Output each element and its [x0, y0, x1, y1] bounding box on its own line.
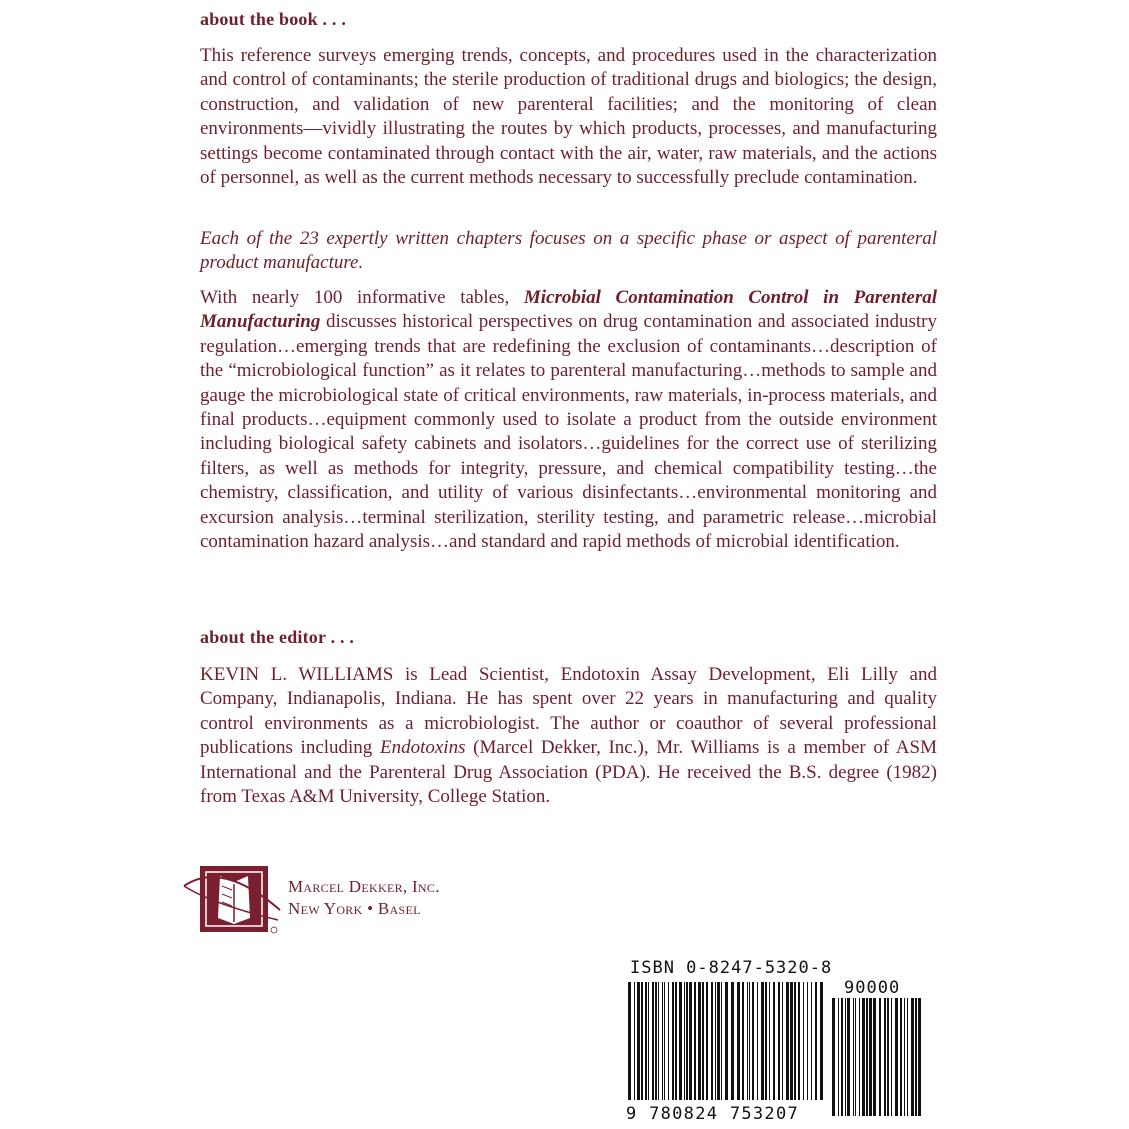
barcode-bar [891, 998, 892, 1116]
about-book-paragraph-3 [200, 286, 937, 554]
editor-text-a: KEVIN L. WILLIAMS is Lead Scientist, Endotoxin Assay Development, Eli Lilly and Company, Indianapolis, Indiana. He has spent over 22 years in manufacturing and quality control environments as a microbiologist. The author or coauthor of several professional publications including [200, 664, 937, 759]
barcode-bar [866, 998, 868, 1116]
about-book-heading: about the book . . . [200, 9, 347, 29]
barcode-bar [648, 982, 649, 1100]
barcode-bar [873, 998, 876, 1116]
paragraph-3-intro: With nearly 100 informative tables, [200, 287, 524, 308]
barcode-bar [794, 982, 796, 1100]
barcode-bar [887, 998, 889, 1116]
about-editor-paragraph [200, 663, 937, 809]
barcode-bar [907, 998, 908, 1116]
barcode-bar [747, 982, 748, 1100]
barcode-bar [778, 982, 780, 1100]
barcode-bar [782, 982, 783, 1100]
barcode-bar [847, 998, 850, 1116]
publisher-name: Marcel Dekker, Inc. [288, 877, 440, 896]
barcode-bar [637, 982, 640, 1100]
barcode-bar [807, 982, 808, 1100]
barcode-bar [679, 982, 682, 1100]
barcode-bar [884, 998, 886, 1116]
barcode-bar [717, 982, 720, 1100]
about-book-paragraph-1: This reference surveys emerging trends, concepts, and procedures used in the characterization and control of contaminants; the sterile production of traditional drugs and biologics; the design, construction, and validation of new parenteral facilities; and the monitoring of clean environments—vividly illustrating the routes by which products, processes, and manufacturing settings become contaminated through contact with the air, water, raw materials, and the actions of personnel, as well as the current methods necessary to successfully preclude contamination. [200, 45, 937, 189]
barcode-bar [725, 982, 728, 1100]
barcode-bar [711, 982, 713, 1100]
barcode-bar [862, 998, 865, 1116]
barcode-digits: 9 780824 753207 [626, 1104, 800, 1124]
barcode-bar [815, 982, 817, 1100]
barcode-bar [757, 982, 758, 1100]
barcode-bar [715, 982, 716, 1100]
barcode-bar [658, 982, 659, 1100]
barcode-bar [684, 982, 685, 1100]
barcode-bar [845, 998, 846, 1116]
isbn-barcode [626, 982, 826, 1110]
barcode-bar [811, 982, 812, 1100]
barcode-bar [895, 998, 898, 1116]
barcode-bar [855, 998, 856, 1116]
barcode-bar [832, 998, 835, 1116]
barcode-bar [769, 982, 770, 1100]
barcode-bar [689, 982, 692, 1100]
barcode-bar [634, 982, 635, 1100]
editor-text-b: (Marcel Dekker, Inc.), Mr. Williams is a member of ASM International and the Parenteral Drug Association (PDA). He received the B.S. degree (1982) from Texas A&M University, College Station. [200, 737, 937, 808]
barcode-bar [786, 982, 789, 1100]
barcode-bar [731, 982, 734, 1100]
barcode-bar [853, 998, 854, 1116]
barcode-bar [749, 982, 750, 1100]
barcode-bar [668, 982, 669, 1100]
barcode-bar [675, 982, 677, 1100]
barcode-bar [911, 998, 914, 1116]
barcode-bar [752, 982, 754, 1100]
barcode-bar [737, 982, 740, 1100]
barcode-bar [859, 998, 860, 1116]
barcode-bar [664, 982, 665, 1100]
barcode-bar [761, 982, 764, 1100]
paragraph-3-rest: discusses historical perspectives on drug contamination and associated industry regulation…emerging trends that are redefining the exclusion of contaminants…description of the “microbiological function” as it relates to parenteral manufacturing…methods to sample and gauge the microbiological state of critical environments, raw materials, in-process materials, and final products…equipment commonly used to isolate a product from the outside environment including biological safety cabinets and isolators…guidelines for the correct use of sterilizing filters, as well as methods for integrity, pressure, and chemical compatibility testing…the chemistry, classification, and utility of various disinfectants…environmental monitoring and excursion analysis…terminal sterilization, sterility testing, and parametric release…microbial contamination hazard analysis…and standard and rapid methods of microbial identification. [200, 311, 937, 553]
barcode-bar [918, 998, 921, 1116]
barcode-bar [742, 982, 744, 1100]
publisher-location: New York • Basel [288, 899, 421, 918]
barcode-bar [879, 998, 881, 1116]
endotoxins-title: Endotoxins [379, 737, 466, 759]
barcode-bar [841, 998, 843, 1116]
barcode-bar [694, 982, 696, 1100]
barcode-bar [798, 982, 800, 1100]
isbn-label: ISBN 0-8247-5320-8 [630, 958, 833, 978]
barcode-bar [790, 982, 793, 1100]
barcode-bar [820, 982, 823, 1100]
barcode-bar [641, 982, 643, 1100]
barcode-bar [900, 998, 902, 1116]
barcode-bar [765, 982, 767, 1100]
barcode-bar [645, 982, 647, 1100]
addon-price-code: 90000 [844, 978, 901, 998]
about-editor-heading: about the editor . . . [200, 627, 355, 647]
barcode-bar [686, 982, 688, 1100]
about-book-paragraph-2: Each of the 23 expertly written chapters focuses on a specific phase or aspect of parenteral product manufacture. [200, 228, 937, 274]
barcode-bar [721, 982, 722, 1100]
book-title: Microbial Contamination Control in Parenteral Manufacturing [200, 287, 937, 333]
barcode-bar [838, 998, 839, 1116]
barcode-bar [869, 998, 872, 1116]
barcode-bar [773, 982, 775, 1100]
barcode-bar [915, 998, 917, 1116]
publisher-block [288, 876, 440, 920]
barcode-bar [652, 982, 654, 1100]
barcode-bar [803, 982, 804, 1100]
barcode-bar [655, 982, 657, 1100]
barcode-bar [706, 982, 708, 1100]
barcode-bar [628, 982, 631, 1100]
barcode-bar [672, 982, 674, 1100]
open-book-logo-icon [182, 864, 282, 936]
barcode-bar [698, 982, 701, 1100]
barcode-bar [904, 998, 905, 1116]
barcode-bar [662, 982, 663, 1100]
addon-barcode [830, 998, 926, 1116]
barcode-bar [702, 982, 704, 1100]
